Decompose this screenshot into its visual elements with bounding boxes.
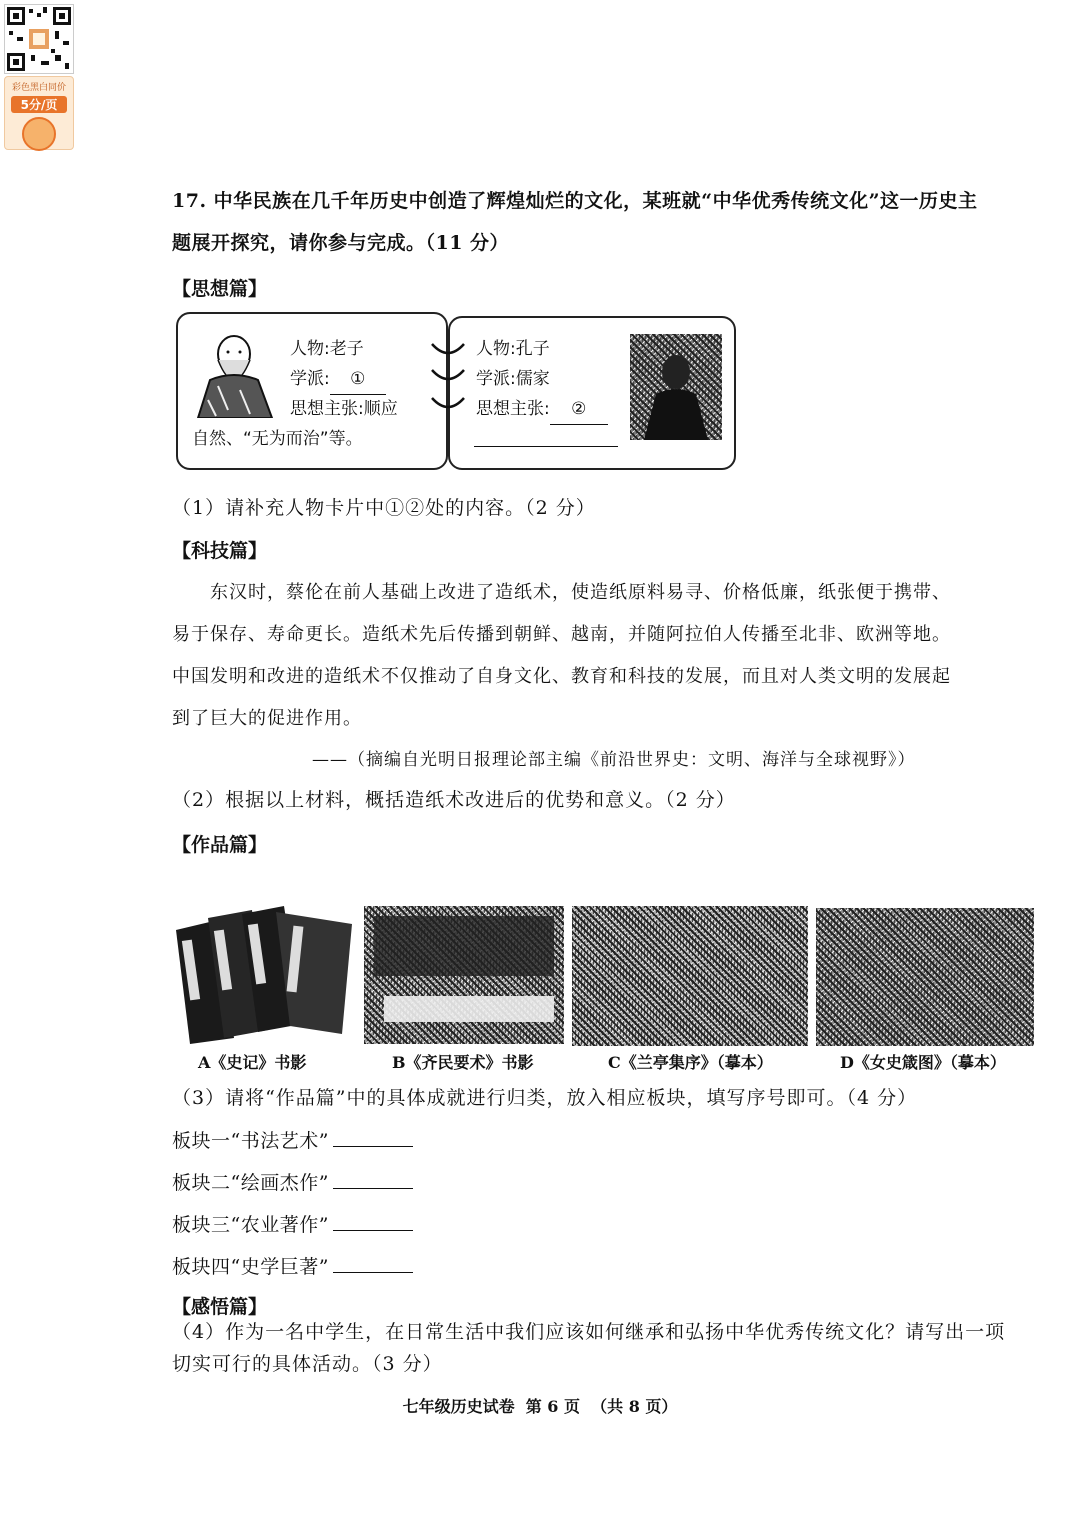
block-3-blank[interactable] (333, 1212, 413, 1231)
confucius-idea (476, 394, 608, 425)
qr-code (4, 4, 74, 74)
sub-question-4-line-2: 切实可行的具体活动。（3 分） (172, 1353, 443, 1375)
section-insight: 【感悟篇】 (172, 1296, 268, 1318)
block-2 (172, 1162, 413, 1204)
caption-a: A《史记》书影 (198, 1053, 307, 1072)
laozi-idea: 思想主张:顺应 (290, 399, 398, 419)
blank-2-cont[interactable] (474, 446, 618, 447)
confucius-person: 人物:孔子 (476, 339, 550, 359)
sub-question-2: （2）根据以上材料，概括造纸术改进后的优势和意义。（2 分） (172, 789, 736, 811)
promo-badge-line1: 彩色黑白同价 (11, 83, 66, 93)
tech-line-1: 东汉时，蔡伦在前人基础上改进了造纸术，使造纸原料易寻、价格低廉，纸张便于携带、 (210, 582, 951, 603)
confucius-idea-label: 思想主张: (476, 399, 550, 419)
tech-line-4: 到了巨大的促进作用。 (172, 708, 362, 729)
confucius-school: 学派:儒家 (476, 369, 550, 389)
caption-c: C《兰亭集序》（摹本） (608, 1053, 773, 1072)
question-line-2: 题展开探究，请你参与完成。（11 分） (172, 232, 510, 254)
section-thought: 【思想篇】 (172, 278, 268, 300)
sub-question-4-line-1: （4）作为一名中学生，在日常生活中我们应该如何继承和弘扬中华优秀传统文化？请写出一项 (172, 1321, 1006, 1343)
block-2-blank[interactable] (333, 1170, 413, 1189)
caption-b: B《齐民要术》书影 (392, 1053, 534, 1072)
caption-d: D《女史箴图》（摹本） (840, 1053, 1006, 1072)
laozi-person: 人物:老子 (290, 339, 364, 359)
promo-badge-price: 5分/页 (11, 96, 67, 113)
promo-badge (4, 76, 74, 150)
blank-1[interactable]: ① (330, 364, 386, 395)
image-shiji (172, 906, 354, 1044)
block-2-label: 板块二“绘画杰作” (172, 1172, 329, 1194)
block-1 (172, 1120, 413, 1162)
block-3-label: 板块三“农业著作” (172, 1214, 329, 1236)
confucius-portrait (630, 334, 722, 440)
block-4-label: 板块四“史学巨著” (172, 1256, 329, 1278)
blank-2[interactable]: ② (550, 394, 608, 425)
sub-question-1: （1）请补充人物卡片中①②处的内容。（2 分） (172, 497, 596, 519)
tech-source: ——（摘编自光明日报理论部主编《前沿世界史：文明、海洋与全球视野》） (312, 750, 916, 770)
tech-line-2: 易于保存、寿命更长。造纸术先后传播到朝鲜、越南，并随阿拉伯人传播至北非、欧洲等地。 (172, 624, 951, 645)
section-works: 【作品篇】 (172, 834, 268, 856)
laozi-school-label: 学派: (290, 369, 330, 389)
image-lantingjixu (572, 906, 808, 1046)
tech-line-3: 中国发明和改进的造纸术不仅推动了自身文化、教育和科技的发展，而且对人类文明的发展起 (172, 666, 951, 687)
section-tech: 【科技篇】 (172, 540, 268, 562)
laozi-portrait (188, 330, 280, 418)
block-1-label: 板块一“书法艺术” (172, 1130, 329, 1152)
image-nvshizhentu (816, 908, 1034, 1046)
question-line-1: 17. 中华民族在几千年历史中创造了辉煌灿烂的文化，某班就“中华优秀传统文化”这一历史主 (172, 190, 978, 212)
block-4-blank[interactable] (333, 1254, 413, 1273)
binder-rings-icon (426, 340, 470, 430)
block-4 (172, 1246, 413, 1288)
laozi-school (290, 364, 386, 395)
sub-question-3: （3）请将“作品篇”中的具体成就进行归类，放入相应板块，填写序号即可。（4 分） (172, 1087, 918, 1109)
block-3 (172, 1204, 413, 1246)
block-1-blank[interactable] (333, 1128, 413, 1147)
image-qiminyaoshu (364, 906, 564, 1044)
promo-badge-logo-icon (22, 117, 56, 151)
laozi-idea-cont: 自然、“无为而治”等。 (192, 429, 363, 449)
page-footer: 七年级历史试卷 第 6 页 （共 8 页） (402, 1397, 678, 1416)
